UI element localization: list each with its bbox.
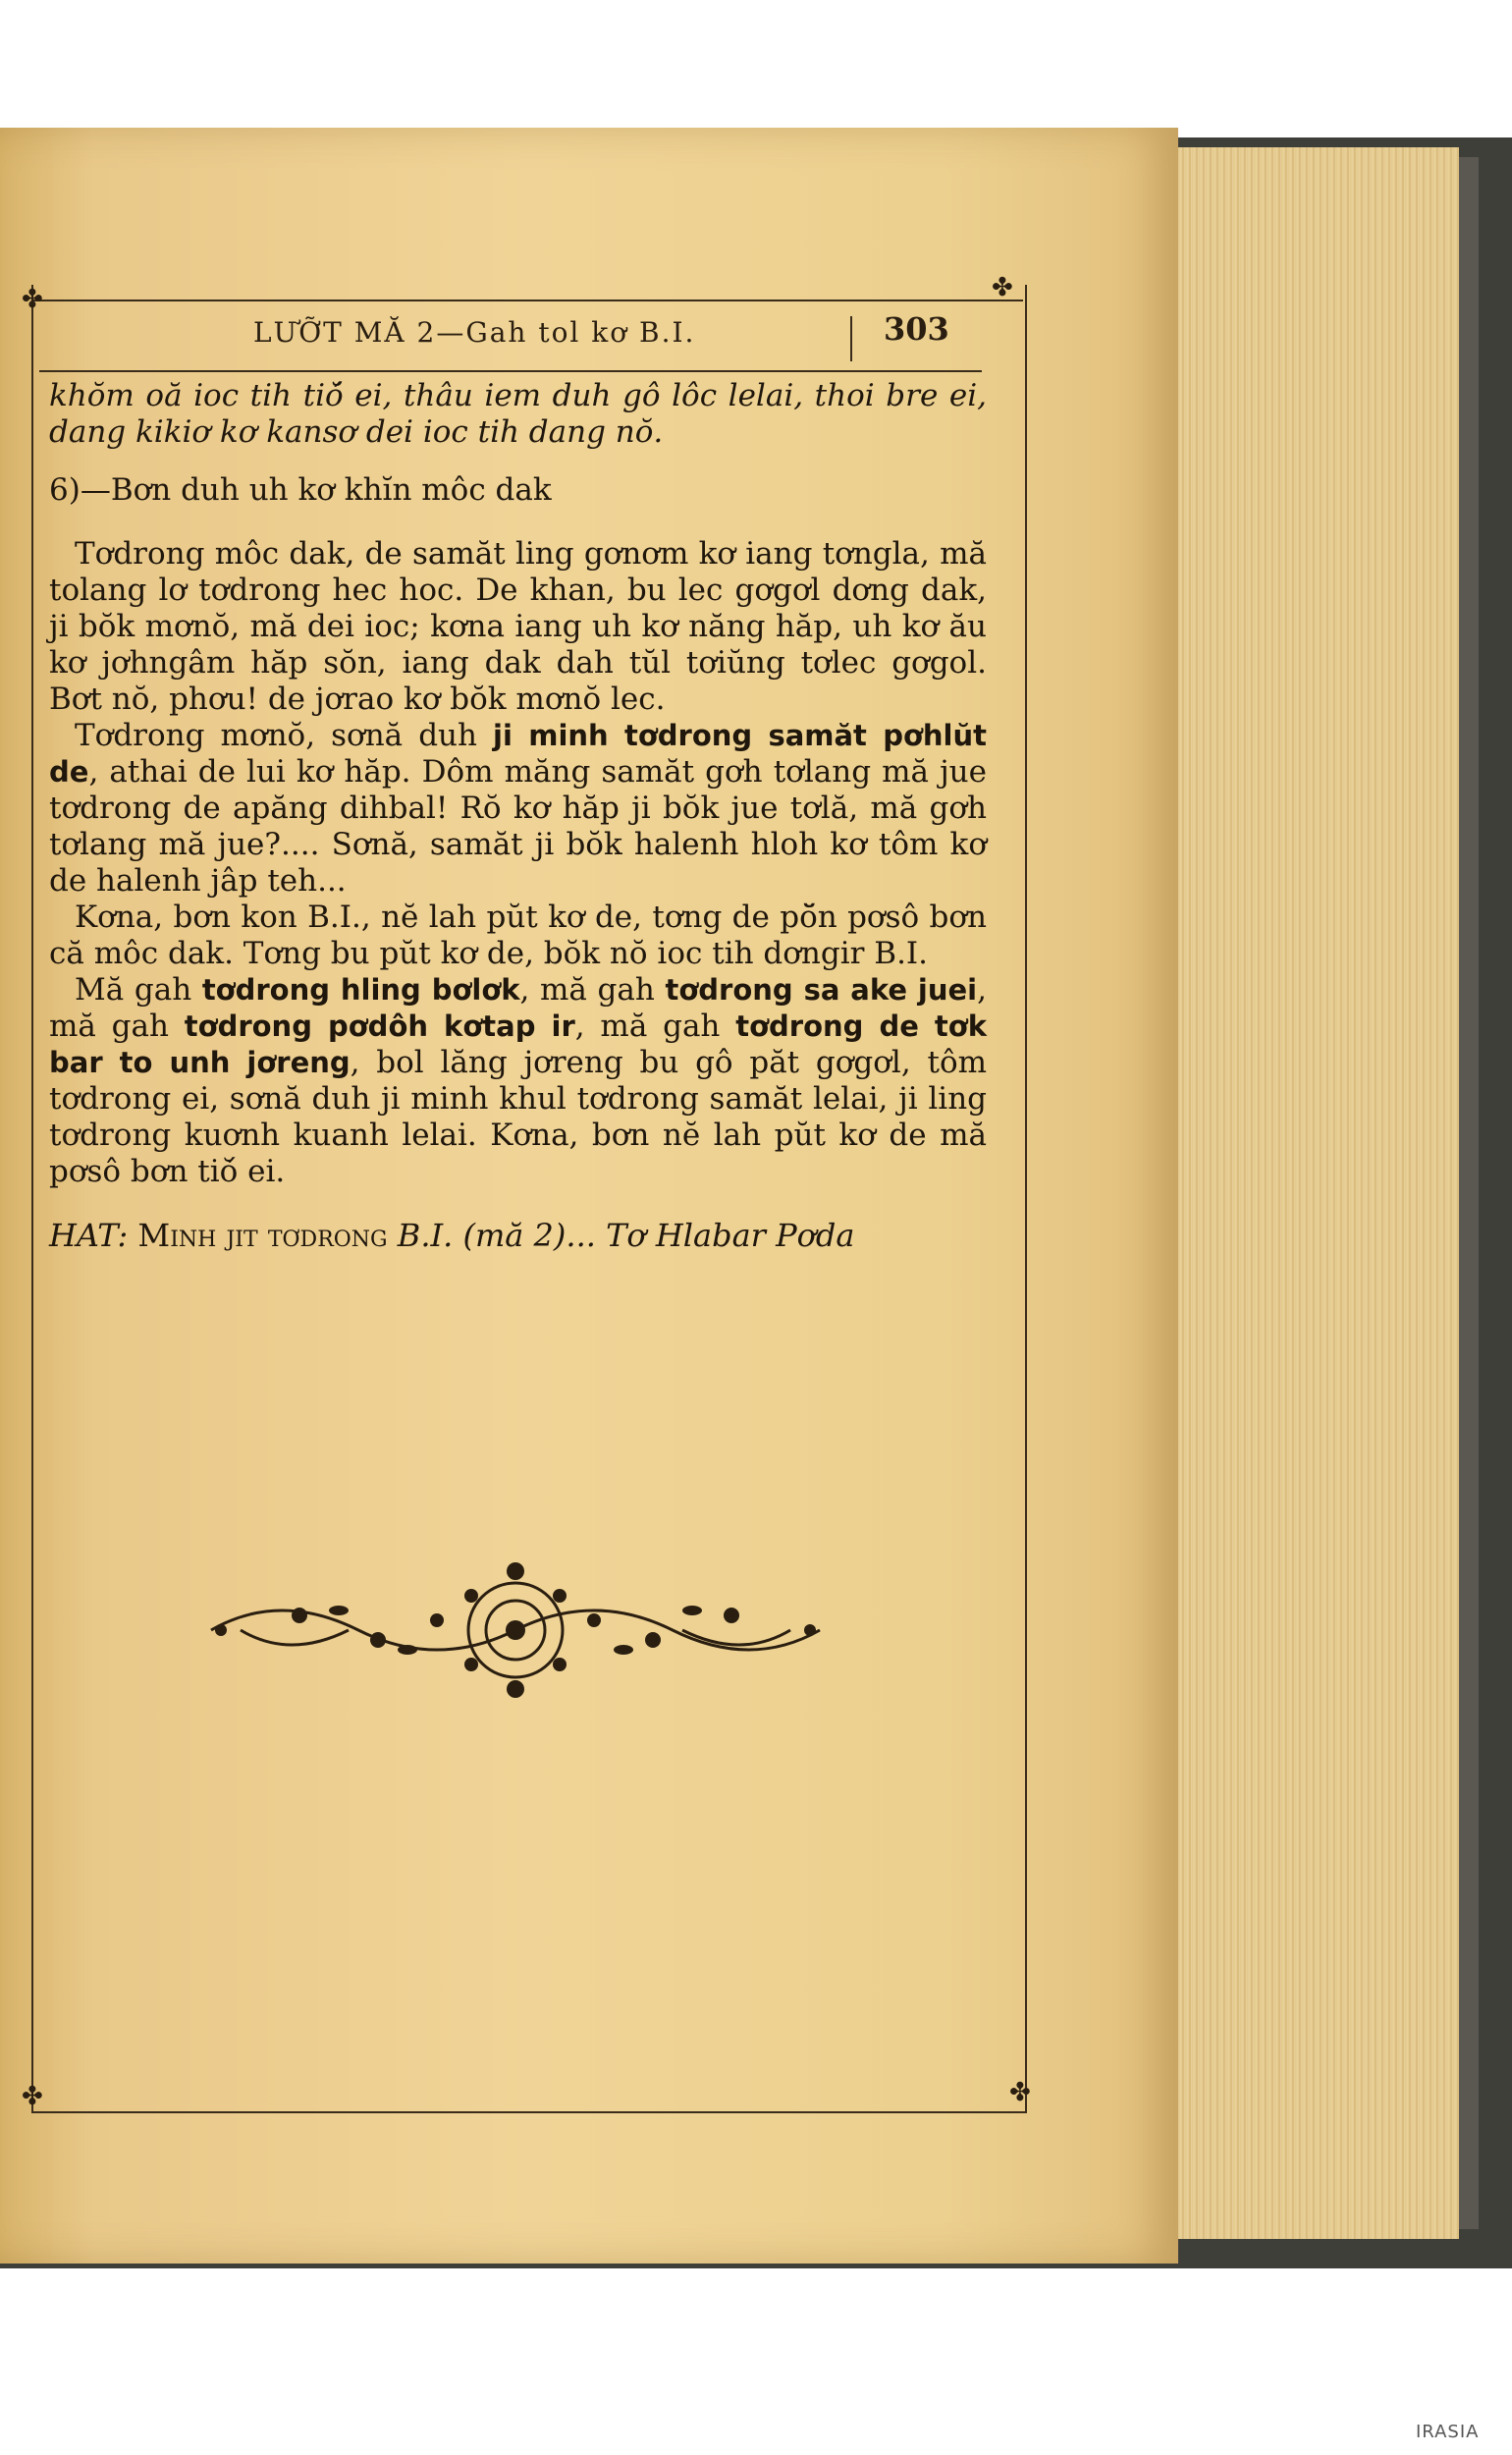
paragraph-1: Tơdrong môc dak, de samăt ling gơnơm kơ iang tơngla, mă tolang lơ tơdrong hec hoc. De khan, bu lec gơgơl dơng dak, ji bŏk mơnŏ, mă dei ioc; kơna iang uh kơ năng hăp, uh kơ ău kơ jơhngâm hăp sŏn, iang dak dah tŭl tơiŭng tơlec gơgol. Bơt nŏ, phơu! de jơrao kơ bŏk mơnŏ lec. (49, 536, 987, 717)
paragraph-4-text: , mă gah (519, 972, 666, 1008)
paragraph-4-text: , bol lăng jơreng bu gô păt gơgơl, tôm tơdrong ei, sơnă duh ji minh khul tơdrong samăt lelai, ji ling tơdrong kuơnh kuanh lelai. Kơna, bơn nĕ lah pŭt kơ de mă pơsô bơn tiŏ́ ei. (49, 1045, 987, 1189)
hat-label: HAT: (49, 1217, 129, 1254)
paragraph-4-text: , mă gah (49, 972, 987, 1044)
paragraph-4-bold: tơdrong de tơk bar to unh jơreng (49, 1009, 987, 1079)
floral-ornament-icon (201, 1552, 830, 1709)
corner-ornament-top-right: ✤ (992, 273, 1013, 302)
paragraph-4-bold: tơdrong hling bơlơk (201, 973, 520, 1007)
hat-title: Minh jit tơdrong (137, 1217, 388, 1254)
paragraph-3: Kơna, bơn kon B.I., nĕ lah pŭt kơ de, tơng de pŏ̆n pơsô bơn că môc dak. Tơng bu pŭt kơ de, bŏk nŏ ioc tih dơngir B.I. (49, 900, 987, 971)
hat-line (49, 1218, 987, 1254)
running-head: LƯỠT MĂ 2—Gah tol kơ B.I. (253, 316, 696, 349)
paragraph-2 (49, 718, 987, 900)
watermark: IRASIA (1416, 2422, 1480, 2442)
hat-rest: B.I. (mă 2)... Tơ Hlabar Pơda (387, 1217, 855, 1254)
section-title: 6)—Bơn duh uh kơ khĭn môc dak (49, 472, 552, 508)
continuation-text: khŏm oă ioc tih tiŏ́ ei, thâu iem duh gô lôc lelai, thoi bre ei, dang kikiơ kơ kansơ dei ioc tih dang nŏ. (49, 378, 987, 450)
paragraph-4-text: Mă gah (75, 972, 202, 1008)
paragraph-4-text: , mă gah (574, 1009, 736, 1044)
body-text (49, 378, 987, 1254)
paragraph-2-bold: ji minh tơdrong samăt pơhlŭt de (49, 719, 987, 789)
header-divider (850, 316, 852, 361)
paragraph-2-text: Tơdrong mơnŏ, sơnă duh (75, 718, 494, 753)
corner-ornament-bottom-right: ✤ (1009, 2078, 1031, 2107)
paragraph-4-bold: tơdrong pơdôh kơtap ir (184, 1009, 575, 1043)
corner-ornament-top-left: ✤ (22, 285, 43, 314)
page-number: 303 (884, 310, 949, 348)
paragraph-2-text: , athai de lui kơ hăp. Dôm măng samăt gơh tơlang mă jue tơdrong de apăng dihbal! Rŏ kơ hăp ji bŏk jue tơlă, mă gơh tơlang mă jue?.... Sơnă, samăt ji bŏk halenh hloh kơ tôm kơ de halenh jâp teh... (49, 754, 987, 899)
paragraph-4-bold: tơdrong sa ake juei (665, 973, 978, 1007)
paragraph-4 (49, 972, 987, 1190)
corner-ornament-bottom-left: ✤ (22, 2082, 43, 2111)
header-rule (39, 370, 982, 372)
page-stack-edges (1159, 147, 1459, 2239)
